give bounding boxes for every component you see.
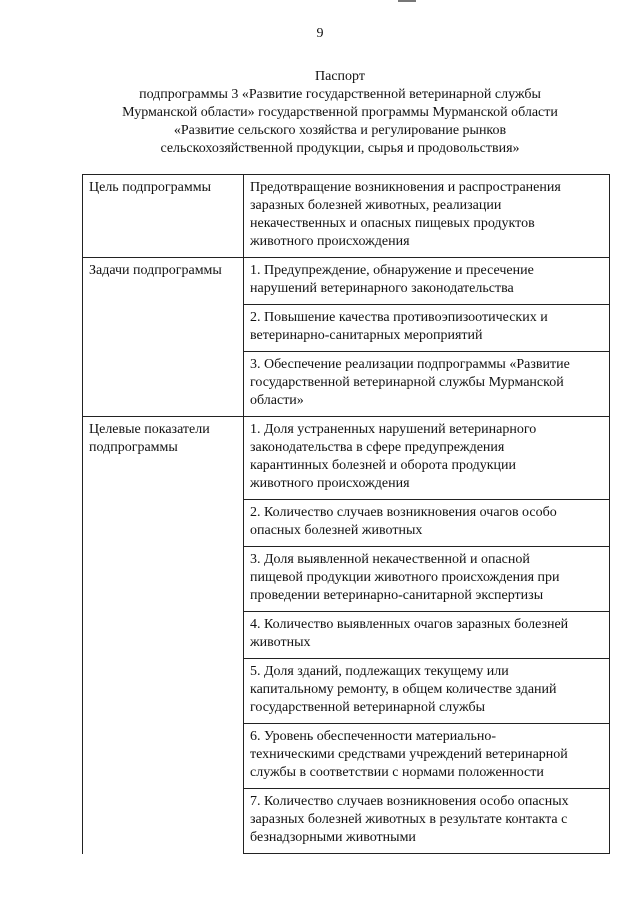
tasks-label-cell (83, 258, 244, 417)
table-row-task (83, 258, 610, 305)
goal-text-cell (244, 175, 610, 258)
goal-text-line: некачественных и опасных пищевых продуктов (250, 216, 535, 231)
title-line: Мурманской области» государственной программы Мурманской области (122, 105, 558, 120)
task-line: государственной ветеринарной службы Мурманской (250, 375, 564, 390)
scan-artifact-mark (398, 0, 416, 2)
indicator-line: техническими средствами учреждений ветеринарной (250, 747, 568, 762)
indicator-line: 2. Количество случаев возникновения очагов особо (250, 505, 557, 520)
title-line: Паспорт (315, 69, 365, 84)
goal-text-line: Предотвращение возникновения и распространения (250, 180, 561, 195)
indicator-cell (244, 724, 610, 789)
indicator-line: 5. Доля зданий, подлежащих текущему или (250, 664, 509, 679)
indicators-label-line: Целевые показатели (89, 422, 210, 437)
title-line: подпрограммы 3 «Развитие государственной ветеринарной службы (139, 87, 541, 102)
indicator-line: капитальному ремонту, в общем количестве зданий (250, 682, 557, 697)
goal-label: Цель подпрограммы (89, 180, 211, 195)
indicator-line: карантинных болезней и оборота продукции (250, 458, 516, 473)
document-title (60, 68, 620, 158)
tasks-label: Задачи подпрограммы (89, 263, 222, 278)
indicator-cell (244, 612, 610, 659)
indicator-line: опасных болезней животных (250, 523, 423, 538)
indicator-line: 7. Количество случаев возникновения особо опасных (250, 794, 569, 809)
goal-text-line: заразных болезней животных, реализации (250, 198, 502, 213)
indicator-line: проведении ветеринарно-санитарной экспертизы (250, 588, 544, 603)
indicator-cell (244, 547, 610, 612)
indicator-line: 4. Количество выявленных очагов заразных болезней (250, 617, 569, 632)
task-line: ветеринарно-санитарных мероприятий (250, 328, 483, 343)
task-line: 3. Обеспечение реализации подпрограммы «Развитие (250, 357, 570, 372)
indicator-cell (244, 659, 610, 724)
indicator-cell (244, 789, 610, 854)
indicator-line: государственной ветеринарной службы (250, 700, 486, 715)
indicator-line: животных (250, 635, 311, 650)
task-line: 1. Предупреждение, обнаружение и пресечение (250, 263, 534, 278)
indicator-line: заразных болезней животных в результате контакта с (250, 812, 568, 827)
goal-text-line: животного происхождения (250, 234, 410, 249)
task-line: нарушений ветеринарного законодательства (250, 281, 514, 296)
title-line: сельскохозяйственной продукции, сырья и продовольствия» (160, 141, 520, 156)
indicator-cell (244, 500, 610, 547)
goal-label-cell (83, 175, 244, 258)
indicator-line: 6. Уровень обеспеченности материально- (250, 729, 497, 744)
table-row-indicator (83, 417, 610, 500)
indicators-label-line: подпрограммы (89, 440, 178, 455)
indicator-line: 1. Доля устраненных нарушений ветеринарного (250, 422, 537, 437)
page-number: 9 (316, 26, 324, 41)
table-row-goal (83, 175, 610, 258)
indicator-cell (244, 417, 610, 500)
task-cell (244, 352, 610, 417)
title-line: «Развитие сельского хозяйства и регулирование рынков (173, 123, 507, 138)
indicator-line: законодательства в сфере предупреждения (250, 440, 505, 455)
task-cell (244, 305, 610, 352)
task-cell (244, 258, 610, 305)
indicator-line: 3. Доля выявленной некачественной и опасной (250, 552, 530, 567)
task-line: области» (250, 393, 304, 408)
indicator-line: службы в соответствии с нормами положенности (250, 765, 544, 780)
passport-table (82, 174, 610, 854)
indicators-label-cell (83, 417, 244, 854)
indicator-line: пищевой продукции животного происхождения при (250, 570, 560, 585)
task-line: 2. Повышение качества противоэпизоотических и (250, 310, 548, 325)
indicator-line: животного происхождения (250, 476, 410, 491)
indicator-line: безнадзорными животными (250, 830, 416, 845)
